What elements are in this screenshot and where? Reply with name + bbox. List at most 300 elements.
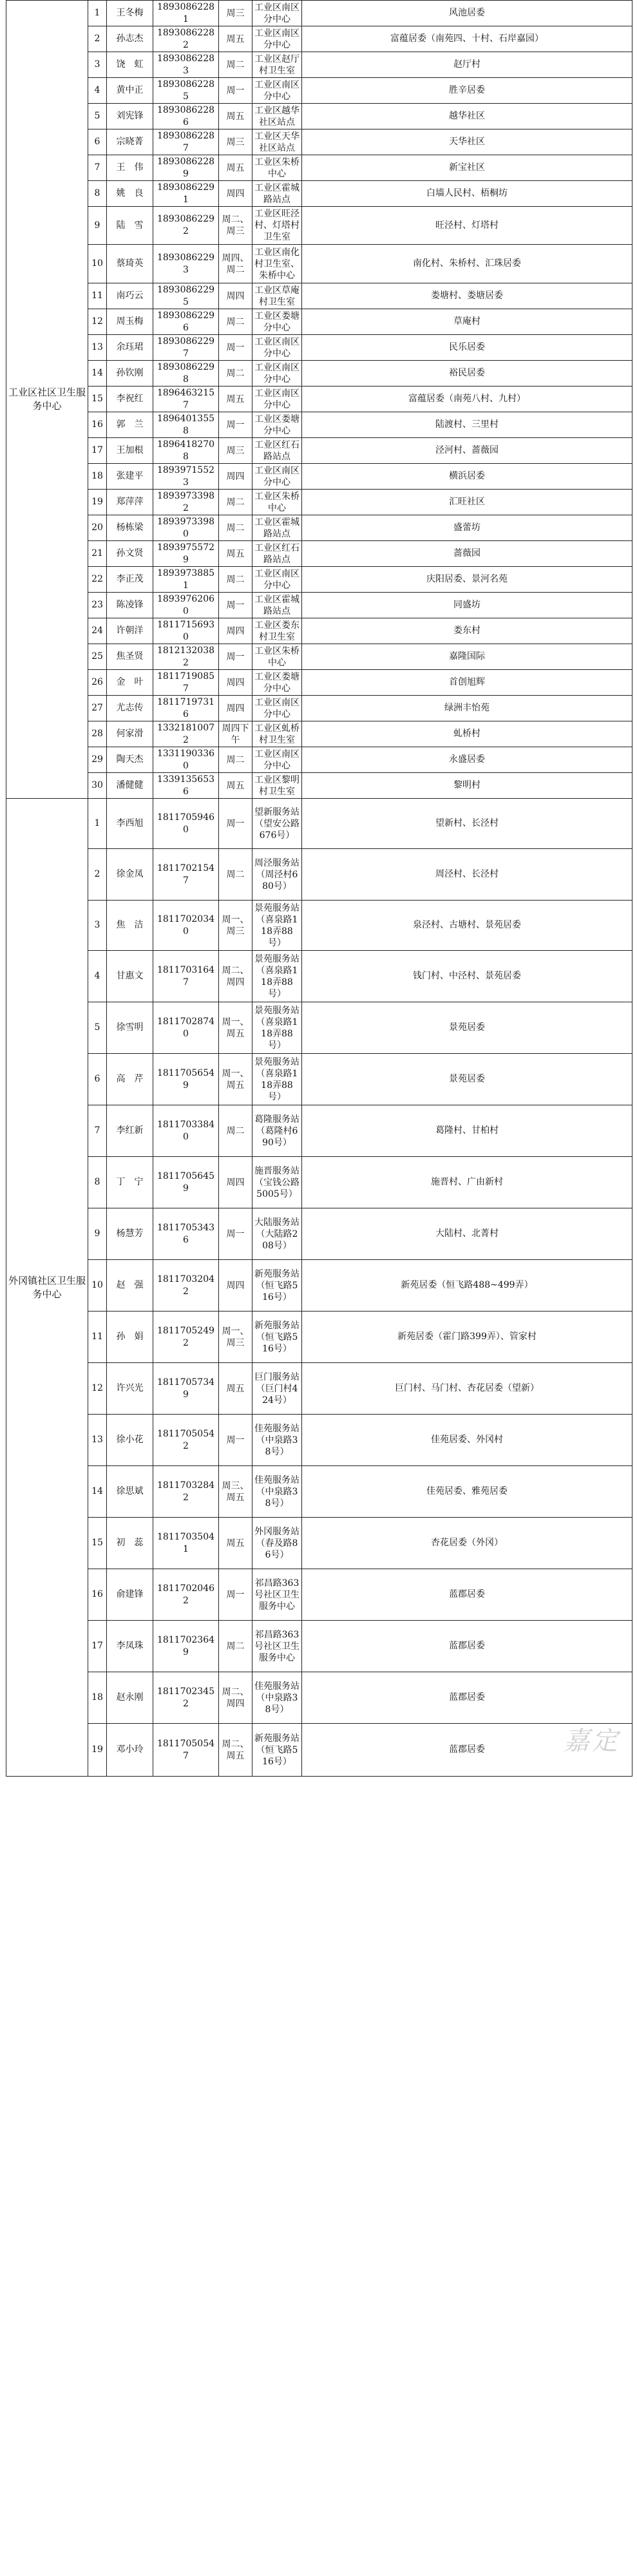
row-number: 17 [88, 1621, 107, 1672]
table-row [6, 386, 632, 412]
service-area: 白墙人民村、梧桐坊 [302, 181, 632, 207]
doctor-name: 李祝红 [107, 386, 153, 412]
service-site: 工业区娄塘分中心 [252, 309, 302, 335]
service-area: 新苑居委（恒飞路488~499弄） [302, 1260, 632, 1312]
row-number: 22 [88, 567, 107, 593]
service-site: 施晋服务站（宝钱公路5005号） [252, 1157, 302, 1208]
table-row [6, 1, 632, 26]
service-site: 工业区旺泾村、灯塔村卫生室 [252, 207, 302, 245]
phone-number: 18117052492 [153, 1312, 219, 1363]
phone-number: 18930862287 [153, 129, 219, 155]
table-row [6, 1054, 632, 1105]
table-row [6, 1518, 632, 1569]
phone-number: 18117020340 [153, 901, 219, 951]
table-row [6, 490, 632, 515]
table-row [6, 129, 632, 155]
service-day: 周二 [219, 747, 252, 773]
table-row [6, 721, 632, 747]
doctor-name: 金 叶 [107, 670, 153, 696]
table-row [6, 1363, 632, 1415]
service-day: 周一 [219, 593, 252, 618]
service-day: 周二 [219, 490, 252, 515]
service-area: 葛隆村、甘柏村 [302, 1105, 632, 1157]
table-row [6, 78, 632, 104]
watermark: 嘉定 [564, 1726, 620, 1756]
row-number: 9 [88, 1208, 107, 1260]
table-row [6, 245, 632, 283]
phone-number: 18930862282 [153, 26, 219, 52]
doctor-name: 孙志杰 [107, 26, 153, 52]
phone-number: 18930862291 [153, 181, 219, 207]
service-site: 工业区霍城路站点 [252, 181, 302, 207]
service-day: 周四、周二 [219, 245, 252, 283]
phone-number: 18117033840 [153, 1105, 219, 1157]
row-number: 9 [88, 207, 107, 245]
phone-number: 18930862298 [153, 361, 219, 386]
service-day: 周一 [219, 1415, 252, 1466]
table-row [6, 799, 632, 849]
service-day: 周四 [219, 181, 252, 207]
table-row [6, 515, 632, 541]
service-day: 周五 [219, 386, 252, 412]
service-site: 工业区娄东村卫生室 [252, 618, 302, 644]
service-site: 工业区娄塘分中心 [252, 412, 302, 438]
phone-number: 18939762060 [153, 593, 219, 618]
phone-number: 18117056459 [153, 1157, 219, 1208]
service-site: 望新服务站（望安公路676号） [252, 799, 302, 849]
service-site: 工业区南化村卫生室、朱桥中心 [252, 245, 302, 283]
table-row [6, 1002, 632, 1054]
phone-number: 18117053436 [153, 1208, 219, 1260]
doctor-name: 宗晓菁 [107, 129, 153, 155]
table-row [6, 1105, 632, 1157]
service-day: 周一、周三 [219, 901, 252, 951]
row-number: 2 [88, 849, 107, 901]
service-site: 工业区朱桥中心 [252, 644, 302, 670]
doctor-name: 郭 兰 [107, 412, 153, 438]
service-area: 周泾村、长泾村 [302, 849, 632, 901]
service-day: 周一 [219, 335, 252, 361]
service-site: 景苑服务站（喜泉路118弄88号） [252, 1054, 302, 1105]
row-number: 18 [88, 1672, 107, 1724]
service-day: 周五 [219, 1518, 252, 1569]
doctor-name: 余珏珺 [107, 335, 153, 361]
table-row [6, 283, 632, 309]
row-number: 5 [88, 104, 107, 129]
service-day: 周二 [219, 515, 252, 541]
service-area: 佳苑居委、外冈村 [302, 1415, 632, 1466]
doctor-name: 姚 良 [107, 181, 153, 207]
service-day: 周二 [219, 567, 252, 593]
row-number: 5 [88, 1002, 107, 1054]
row-number: 29 [88, 747, 107, 773]
phone-number: 18117035041 [153, 1518, 219, 1569]
service-area: 胜辛居委 [302, 78, 632, 104]
row-number: 7 [88, 1105, 107, 1157]
service-site: 工业区南区分中心 [252, 386, 302, 412]
table-row [6, 670, 632, 696]
phone-number: 18930862281 [153, 1, 219, 26]
phone-number: 18121320382 [153, 644, 219, 670]
table-row [6, 644, 632, 670]
schedule-document [6, 0, 632, 1777]
row-number: 28 [88, 721, 107, 747]
row-number: 19 [88, 490, 107, 515]
phone-number: 18117021547 [153, 849, 219, 901]
service-area: 杏花居委（外冈） [302, 1518, 632, 1569]
row-number: 8 [88, 1157, 107, 1208]
service-area: 景苑居委 [302, 1002, 632, 1054]
service-day: 周五 [219, 155, 252, 181]
table-row [6, 309, 632, 335]
phone-number: 18117057349 [153, 1363, 219, 1415]
row-number: 14 [88, 361, 107, 386]
table-row [6, 747, 632, 773]
service-area: 永盛居委 [302, 747, 632, 773]
service-site: 工业区红石路站点 [252, 438, 302, 464]
service-day: 周一 [219, 799, 252, 849]
table-row [6, 155, 632, 181]
service-site: 景苑服务站（喜泉路118弄88号） [252, 901, 302, 951]
phone-number: 18930862296 [153, 309, 219, 335]
service-day: 周五 [219, 1363, 252, 1415]
phone-number: 18930862286 [153, 104, 219, 129]
doctor-name: 赵永刚 [107, 1672, 153, 1724]
doctor-name: 王加根 [107, 438, 153, 464]
row-number: 3 [88, 52, 107, 78]
service-site: 工业区娄塘分中心 [252, 670, 302, 696]
service-area: 大陆村、北菁村 [302, 1208, 632, 1260]
phone-number: 18939733982 [153, 490, 219, 515]
row-number: 8 [88, 181, 107, 207]
service-area: 蓝郡居委 [302, 1724, 632, 1777]
table-row [6, 181, 632, 207]
service-area: 首创旭辉 [302, 670, 632, 696]
service-area: 蔷薇园 [302, 541, 632, 567]
table-row [6, 593, 632, 618]
phone-number: 18939733980 [153, 515, 219, 541]
row-number: 13 [88, 335, 107, 361]
row-number: 10 [88, 1260, 107, 1312]
table-row [6, 618, 632, 644]
service-area: 施晋村、广由新村 [302, 1157, 632, 1208]
service-site: 工业区黎明村卫生室 [252, 773, 302, 799]
doctor-name: 高 芹 [107, 1054, 153, 1105]
service-area: 娄塘村、娄塘居委 [302, 283, 632, 309]
doctor-name: 丁 宁 [107, 1157, 153, 1208]
table-row [6, 1312, 632, 1363]
doctor-name: 许兴光 [107, 1363, 153, 1415]
service-day: 周二 [219, 309, 252, 335]
service-area: 草庵村 [302, 309, 632, 335]
phone-number: 18117032842 [153, 1466, 219, 1518]
row-number: 6 [88, 1054, 107, 1105]
service-day: 周一 [219, 78, 252, 104]
table-row [6, 773, 632, 799]
service-day: 周一、周五 [219, 1002, 252, 1054]
service-area: 民乐居委 [302, 335, 632, 361]
table-row [6, 1621, 632, 1672]
doctor-name: 邓小玲 [107, 1724, 153, 1777]
row-number: 26 [88, 670, 107, 696]
table-row [6, 1208, 632, 1260]
phone-number: 18117032042 [153, 1260, 219, 1312]
service-site: 景苑服务站（喜泉路118弄88号） [252, 951, 302, 1002]
phone-number: 18117050547 [153, 1724, 219, 1777]
table-row [6, 951, 632, 1002]
row-number: 25 [88, 644, 107, 670]
service-site: 工业区赵厅村卫生室 [252, 52, 302, 78]
service-area: 钱门村、中泾村、景苑居委 [302, 951, 632, 1002]
phone-number: 18930862289 [153, 155, 219, 181]
service-area: 绿洲丰怡苑 [302, 696, 632, 721]
phone-number: 18939755729 [153, 541, 219, 567]
service-day: 周四 [219, 696, 252, 721]
doctor-name: 李红新 [107, 1105, 153, 1157]
row-number: 11 [88, 1312, 107, 1363]
phone-number: 18117023649 [153, 1621, 219, 1672]
phone-number: 13391356536 [153, 773, 219, 799]
service-area: 横浜居委 [302, 464, 632, 490]
service-day: 周二 [219, 52, 252, 78]
service-site: 工业区朱桥中心 [252, 155, 302, 181]
row-number: 15 [88, 1518, 107, 1569]
service-site: 工业区霍城路站点 [252, 593, 302, 618]
phone-number: 18117050542 [153, 1415, 219, 1466]
service-site: 工业区红石路站点 [252, 541, 302, 567]
doctor-name: 张建平 [107, 464, 153, 490]
doctor-name: 焦 洁 [107, 901, 153, 951]
service-day: 周一 [219, 1208, 252, 1260]
doctor-name: 焦圣贤 [107, 644, 153, 670]
table-row [6, 464, 632, 490]
row-number: 12 [88, 309, 107, 335]
service-day: 周三 [219, 438, 252, 464]
doctor-name: 俞建锋 [107, 1569, 153, 1621]
service-site: 外冈服务站（春及路86号） [252, 1518, 302, 1569]
service-day: 周二、周四 [219, 951, 252, 1002]
doctor-name: 徐雪明 [107, 1002, 153, 1054]
service-area: 新宝社区 [302, 155, 632, 181]
service-area: 裕民居委 [302, 361, 632, 386]
doctor-name: 徐小花 [107, 1415, 153, 1466]
phone-number: 18117156930 [153, 618, 219, 644]
service-area: 巨门村、马门村、杏花居委（望新） [302, 1363, 632, 1415]
doctor-name: 何家滑 [107, 721, 153, 747]
doctor-name: 陈凌锋 [107, 593, 153, 618]
service-area: 虬桥村 [302, 721, 632, 747]
service-day: 周一 [219, 644, 252, 670]
row-number: 23 [88, 593, 107, 618]
service-site: 工业区越华社区站点 [252, 104, 302, 129]
organization-cell: 外冈镇社区卫生服务中心 [6, 799, 88, 1777]
row-number: 1 [88, 1, 107, 26]
service-day: 周一、周三 [219, 1312, 252, 1363]
row-number: 3 [88, 901, 107, 951]
phone-number: 18117020462 [153, 1569, 219, 1621]
service-site: 工业区南区分中心 [252, 1, 302, 26]
phone-number: 18930862292 [153, 207, 219, 245]
doctor-name: 赵 强 [107, 1260, 153, 1312]
phone-number: 18117059460 [153, 799, 219, 849]
doctor-name: 李正茂 [107, 567, 153, 593]
service-area: 同盛坊 [302, 593, 632, 618]
service-area: 富蕴居委（南苑八村、九村） [302, 386, 632, 412]
doctor-name: 孙钦刚 [107, 361, 153, 386]
service-site: 工业区南区分中心 [252, 747, 302, 773]
service-site: 工业区天华社区站点 [252, 129, 302, 155]
service-area: 佳苑居委、雅苑居委 [302, 1466, 632, 1518]
doctor-name: 郑萍萍 [107, 490, 153, 515]
service-area: 陆渡村、三里村 [302, 412, 632, 438]
table-row [6, 901, 632, 951]
service-area: 嘉隆国际 [302, 644, 632, 670]
service-area: 天华社区 [302, 129, 632, 155]
service-day: 周四 [219, 618, 252, 644]
service-site: 工业区南区分中心 [252, 696, 302, 721]
doctor-name: 李凤珠 [107, 1621, 153, 1672]
doctor-name: 杨栋梁 [107, 515, 153, 541]
service-day: 周五 [219, 104, 252, 129]
doctor-name: 李西旭 [107, 799, 153, 849]
row-number: 16 [88, 412, 107, 438]
doctor-name: 蔡琦英 [107, 245, 153, 283]
phone-number: 13311903360 [153, 747, 219, 773]
row-number: 11 [88, 283, 107, 309]
phone-number: 18117031647 [153, 951, 219, 1002]
row-number: 2 [88, 26, 107, 52]
service-day: 周二 [219, 361, 252, 386]
service-site: 祁昌路363号社区卫生服务中心 [252, 1621, 302, 1672]
schedule-body [6, 1, 632, 1777]
service-area: 泉泾村、古塘村、景苑居委 [302, 901, 632, 951]
phone-number: 18930862285 [153, 78, 219, 104]
row-number: 21 [88, 541, 107, 567]
service-site: 大陆服务站（大陆路208号） [252, 1208, 302, 1260]
phone-number: 18117056549 [153, 1054, 219, 1105]
phone-number: 18939715523 [153, 464, 219, 490]
service-day: 周四下午 [219, 721, 252, 747]
service-area: 风池居委 [302, 1, 632, 26]
doctor-name: 尤志传 [107, 696, 153, 721]
row-number: 16 [88, 1569, 107, 1621]
phone-number: 18117023452 [153, 1672, 219, 1724]
doctor-name: 王冬梅 [107, 1, 153, 26]
service-area: 黎明村 [302, 773, 632, 799]
row-number: 6 [88, 129, 107, 155]
service-site: 新苑服务站（恒飞路516号） [252, 1260, 302, 1312]
doctor-name: 徐金凤 [107, 849, 153, 901]
service-area: 蓝郡居委 [302, 1672, 632, 1724]
row-number: 17 [88, 438, 107, 464]
phone-number: 18939738851 [153, 567, 219, 593]
service-day: 周一 [219, 412, 252, 438]
doctor-name: 南巧云 [107, 283, 153, 309]
service-site: 新苑服务站（恒飞路516号） [252, 1312, 302, 1363]
service-site: 周泾服务站（周泾村680号） [252, 849, 302, 901]
service-site: 祁昌路363号社区卫生服务中心 [252, 1569, 302, 1621]
service-area: 望新村、长泾村 [302, 799, 632, 849]
table-row [6, 1569, 632, 1621]
service-day: 周五 [219, 541, 252, 567]
service-day: 周四 [219, 464, 252, 490]
service-area: 庆阳居委、景河名苑 [302, 567, 632, 593]
service-day: 周四 [219, 283, 252, 309]
doctor-name: 甘惠文 [107, 951, 153, 1002]
service-area: 新苑居委（霍门路399弄）、管家村 [302, 1312, 632, 1363]
phone-number: 18930862295 [153, 283, 219, 309]
service-day: 周二、周四 [219, 1672, 252, 1724]
service-site: 工业区虬桥村卫生室 [252, 721, 302, 747]
row-number: 19 [88, 1724, 107, 1777]
service-site: 工业区霍城路站点 [252, 515, 302, 541]
service-site: 佳苑服务站（中泉路38号） [252, 1415, 302, 1466]
service-day: 周三 [219, 129, 252, 155]
doctor-name: 潘健健 [107, 773, 153, 799]
service-site: 工业区南区分中心 [252, 464, 302, 490]
row-number: 18 [88, 464, 107, 490]
row-number: 30 [88, 773, 107, 799]
service-area: 泾河村、蔷薇园 [302, 438, 632, 464]
doctor-name: 许朝洋 [107, 618, 153, 644]
phone-number: 18117028740 [153, 1002, 219, 1054]
doctor-name: 孙文贤 [107, 541, 153, 567]
phone-number: 18930862297 [153, 335, 219, 361]
service-site: 景苑服务站（喜泉路118弄88号） [252, 1002, 302, 1054]
row-number: 4 [88, 951, 107, 1002]
phone-number: 13321810072 [153, 721, 219, 747]
row-number: 15 [88, 386, 107, 412]
table-row [6, 541, 632, 567]
table-row [6, 1724, 632, 1777]
phone-number: 18964632157 [153, 386, 219, 412]
row-number: 13 [88, 1415, 107, 1466]
service-day: 周二 [219, 849, 252, 901]
phone-number: 18964182708 [153, 438, 219, 464]
phone-number: 18930862293 [153, 245, 219, 283]
service-area: 盛蕾坊 [302, 515, 632, 541]
service-site: 工业区南区分中心 [252, 567, 302, 593]
service-day: 周五 [219, 773, 252, 799]
service-area: 越华社区 [302, 104, 632, 129]
row-number: 10 [88, 245, 107, 283]
doctor-name: 徐思斌 [107, 1466, 153, 1518]
doctor-name: 杨慧芳 [107, 1208, 153, 1260]
service-day: 周二 [219, 1105, 252, 1157]
service-site: 工业区南区分中心 [252, 78, 302, 104]
doctor-name: 孙 娟 [107, 1312, 153, 1363]
row-number: 20 [88, 515, 107, 541]
doctor-name: 陆 雪 [107, 207, 153, 245]
service-area: 赵厅村 [302, 52, 632, 78]
service-day: 周二、周五 [219, 1724, 252, 1777]
service-area: 旺泾村、灯塔村 [302, 207, 632, 245]
service-day: 周四 [219, 670, 252, 696]
service-area: 娄东村 [302, 618, 632, 644]
service-area: 蓝郡居委 [302, 1569, 632, 1621]
doctor-name: 周玉梅 [107, 309, 153, 335]
table-row [6, 849, 632, 901]
service-site: 佳苑服务站（中泉路38号） [252, 1672, 302, 1724]
service-site: 巨门服务站（巨门村424号） [252, 1363, 302, 1415]
phone-number: 18964013558 [153, 412, 219, 438]
service-site: 工业区南区分中心 [252, 26, 302, 52]
row-number: 4 [88, 78, 107, 104]
service-day: 周二、周三 [219, 207, 252, 245]
service-site: 佳苑服务站（中泉路38号） [252, 1466, 302, 1518]
service-area: 富蕴居委（南苑四、十村、石岸嘉园） [302, 26, 632, 52]
phone-number: 18930862283 [153, 52, 219, 78]
